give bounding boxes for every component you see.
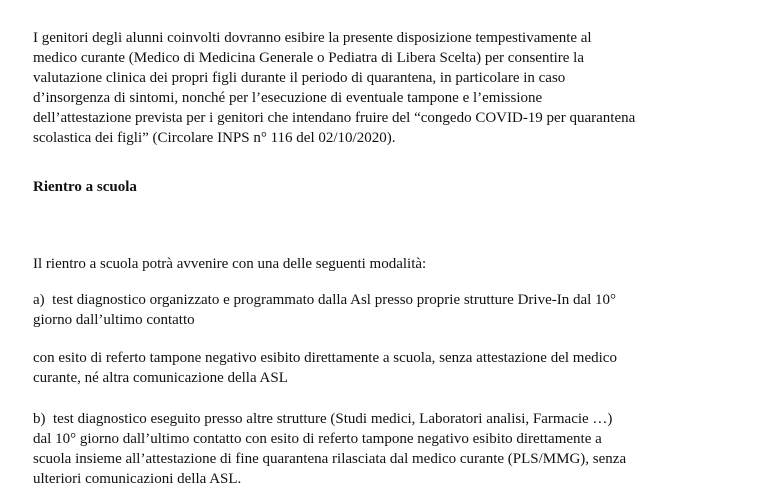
- text-line: ulteriori comunicazioni della ASL.: [33, 471, 242, 487]
- paragraph-option-a: [33, 290, 738, 330]
- text-line: scolastica dei figli” (Circolare INPS n° 116 del 02/10/2020).: [33, 130, 396, 146]
- text-line: b) test diagnostico eseguito presso altre strutture (Studi medici, Laboratori analisi, Farmacie …): [33, 411, 613, 427]
- text-line: con esito di referto tampone negativo esibito direttamente a scuola, senza attestazione del medico: [33, 350, 617, 366]
- text-line: scuola insieme all’attestazione di fine quarantena rilasciata dal medico curante (PLS/MMG), senza: [33, 451, 627, 467]
- section-heading: Rientro a scuola: [33, 179, 137, 195]
- paragraph-option-b: [33, 409, 738, 489]
- text-line: d’insorgenza di sintomi, nonché per l’esecuzione di eventuale tampone e l’emissione: [33, 90, 543, 106]
- text-line: Il rientro a scuola potrà avvenire con una delle seguenti modalità:: [33, 256, 427, 272]
- text-line: curante, né altra comunicazione della ASL: [33, 370, 288, 386]
- text-line: medico curante (Medico di Medicina Generale o Pediatra di Libera Scelta) per consentire la: [33, 50, 585, 66]
- text-line: a) test diagnostico organizzato e programmato dalla Asl presso proprie strutture Drive-In dal 10°: [33, 292, 617, 308]
- text-line: dal 10° giorno dall’ultimo contatto con esito di referto tampone negativo esibito direttamente a: [33, 431, 602, 447]
- text-line: giorno dall’ultimo contatto: [33, 312, 195, 328]
- paragraph-option-a-detail: [33, 348, 738, 388]
- paragraph-parent-instructions: [33, 28, 738, 148]
- text-line: dell’attestazione prevista per i genitori che intendano fruire del “congedo COVID-19 per quarantena: [33, 110, 636, 126]
- paragraph-return-intro: [33, 254, 738, 274]
- text-line: I genitori degli alunni coinvolti dovranno esibire la presente disposizione tempestivamente al: [33, 30, 592, 46]
- text-line: valutazione clinica dei propri figli durante il periodo di quarantena, in particolare in caso: [33, 70, 566, 86]
